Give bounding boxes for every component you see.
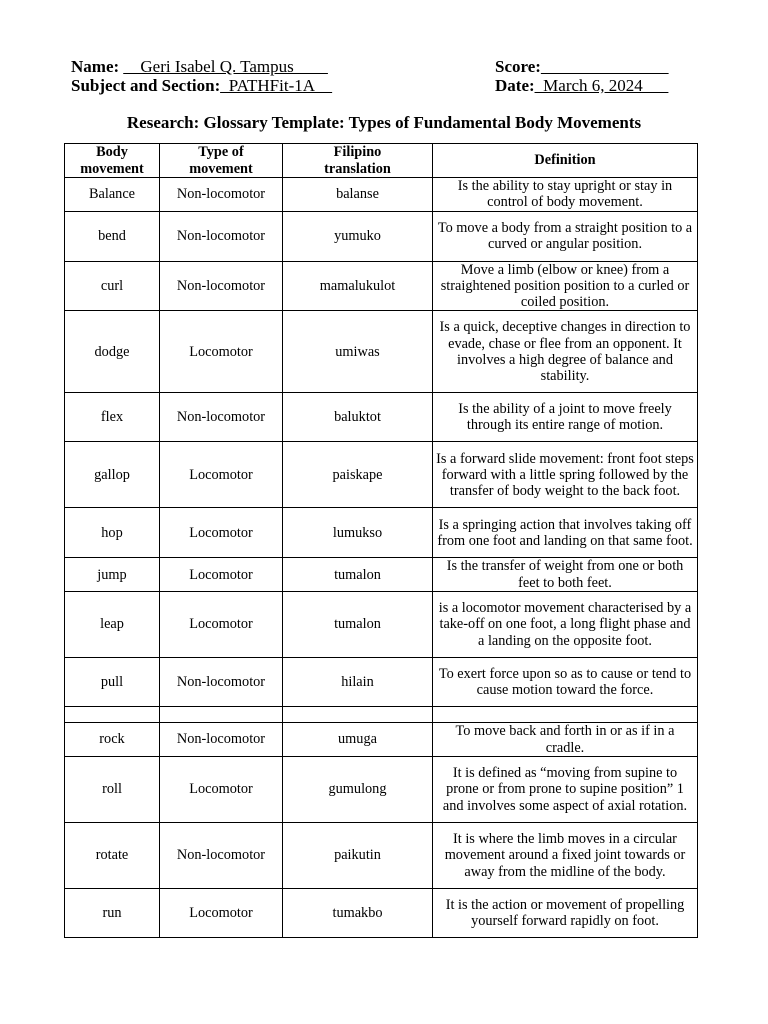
type-cell: Non-locomotor: [160, 393, 283, 442]
score-label: Score:: [495, 57, 541, 76]
filipino-cell: paikutin: [283, 823, 433, 889]
table-header-row: [65, 144, 698, 178]
filipino-cell: mamalukulot: [283, 261, 433, 311]
movement-cell: leap: [65, 592, 160, 658]
name-value: __Geri Isabel Q. Tampus____: [123, 57, 328, 76]
type-cell: Locomotor: [160, 442, 283, 508]
table-row: [65, 178, 698, 212]
filipino-cell: hilain: [283, 658, 433, 707]
date-label: Date:: [495, 76, 535, 95]
filipino-cell: balanse: [283, 178, 433, 212]
filipino-cell: yumuko: [283, 211, 433, 261]
definition-cell: To move a body from a straight position to a curved or angular position.: [433, 211, 698, 261]
column-header-filipino-translation: Filipino translation: [283, 144, 433, 178]
definition-cell: Is a forward slide movement: front foot steps forward with a little spring followed by the transfer of body weight to the back foot.: [433, 442, 698, 508]
type-cell: Locomotor: [160, 558, 283, 592]
filipino-cell: paiskape: [283, 442, 433, 508]
date-value: _March 6, 2024___: [534, 76, 669, 95]
table-row: [65, 658, 698, 707]
movement-cell: dodge: [65, 311, 160, 393]
type-cell: Non-locomotor: [160, 211, 283, 261]
filipino-cell: lumukso: [283, 508, 433, 558]
table-row: [65, 393, 698, 442]
filipino-cell: tumalon: [283, 558, 433, 592]
column-header-type-of-movement: Type of movement: [160, 144, 283, 178]
glossary-table: [64, 143, 698, 938]
table-row: [65, 311, 698, 393]
movement-cell: run: [65, 889, 160, 938]
type-cell: Non-locomotor: [160, 723, 283, 757]
movement-cell: gallop: [65, 442, 160, 508]
subject-value: _PATHFit-1A__: [220, 76, 333, 95]
table-row: [65, 442, 698, 508]
type-cell: Non-locomotor: [160, 658, 283, 707]
definition-cell: To exert force upon so as to cause or tend to cause motion toward the force.: [433, 658, 698, 707]
score-line: [495, 57, 668, 77]
definition-cell: Move a limb (elbow or knee) from a straightened position position to a curled or coiled position.: [433, 261, 698, 311]
filipino-cell: tumakbo: [283, 889, 433, 938]
type-cell: [160, 707, 283, 723]
definition-cell: It is where the limb moves in a circular movement around a fixed joint towards or away from the midline of the body.: [433, 823, 698, 889]
table-row: [65, 211, 698, 261]
filipino-cell: [283, 707, 433, 723]
filipino-cell: tumalon: [283, 592, 433, 658]
definition-cell: [433, 707, 698, 723]
definition-cell: Is the ability to stay upright or stay in control of body movement.: [433, 178, 698, 212]
movement-cell: hop: [65, 508, 160, 558]
table-row: [65, 823, 698, 889]
subject-line: [71, 76, 332, 96]
type-cell: Locomotor: [160, 757, 283, 823]
definition-cell: Is a springing action that involves taking off from one foot and landing on that same foot.: [433, 508, 698, 558]
movement-cell: jump: [65, 558, 160, 592]
movement-cell: flex: [65, 393, 160, 442]
movement-cell: [65, 707, 160, 723]
document-title: Research: Glossary Template: Types of Fundamental Body Movements: [126, 113, 642, 132]
column-header-definition: Definition: [433, 144, 698, 178]
definition-cell: Is the ability of a joint to move freely through its entire range of motion.: [433, 393, 698, 442]
definition-cell: Is a quick, deceptive changes in direction to evade, chase or flee from an opponent. It involves a high degree of balance and stability.: [433, 311, 698, 393]
table-row: [65, 592, 698, 658]
filipino-cell: umuga: [283, 723, 433, 757]
table-row: [65, 889, 698, 938]
table-row: [65, 757, 698, 823]
date-line: [495, 76, 668, 96]
movement-cell: roll: [65, 757, 160, 823]
movement-cell: rotate: [65, 823, 160, 889]
table-row: [65, 558, 698, 592]
definition-cell: It is defined as “moving from supine to prone or from prone to supine position” 1 and involves some aspect of axial rotation.: [433, 757, 698, 823]
type-cell: Locomotor: [160, 508, 283, 558]
type-cell: Non-locomotor: [160, 261, 283, 311]
type-cell: Locomotor: [160, 889, 283, 938]
table-row-empty: [65, 707, 698, 723]
score-value: _______________: [540, 57, 669, 76]
definition-cell: Is the transfer of weight from one or both feet to both feet.: [433, 558, 698, 592]
definition-cell: It is the action or movement of propelling yourself forward rapidly on foot.: [433, 889, 698, 938]
filipino-cell: gumulong: [283, 757, 433, 823]
type-cell: Locomotor: [160, 592, 283, 658]
type-cell: Non-locomotor: [160, 178, 283, 212]
name-line: [71, 57, 328, 77]
table-row: [65, 508, 698, 558]
definition-cell: is a locomotor movement characterised by a take-off on one foot, a long flight phase and a landing on the opposite foot.: [433, 592, 698, 658]
table-row: [65, 261, 698, 311]
filipino-cell: baluktot: [283, 393, 433, 442]
filipino-cell: umiwas: [283, 311, 433, 393]
movement-cell: pull: [65, 658, 160, 707]
table-row: [65, 723, 698, 757]
definition-cell: To move back and forth in or as if in a cradle.: [433, 723, 698, 757]
movement-cell: curl: [65, 261, 160, 311]
movement-cell: Balance: [65, 178, 160, 212]
subject-label: Subject and Section:: [71, 76, 221, 95]
type-cell: Locomotor: [160, 311, 283, 393]
name-label: Name:: [71, 57, 120, 76]
movement-cell: bend: [65, 211, 160, 261]
column-header-body-movement: Body movement: [65, 144, 160, 178]
movement-cell: rock: [65, 723, 160, 757]
type-cell: Non-locomotor: [160, 823, 283, 889]
